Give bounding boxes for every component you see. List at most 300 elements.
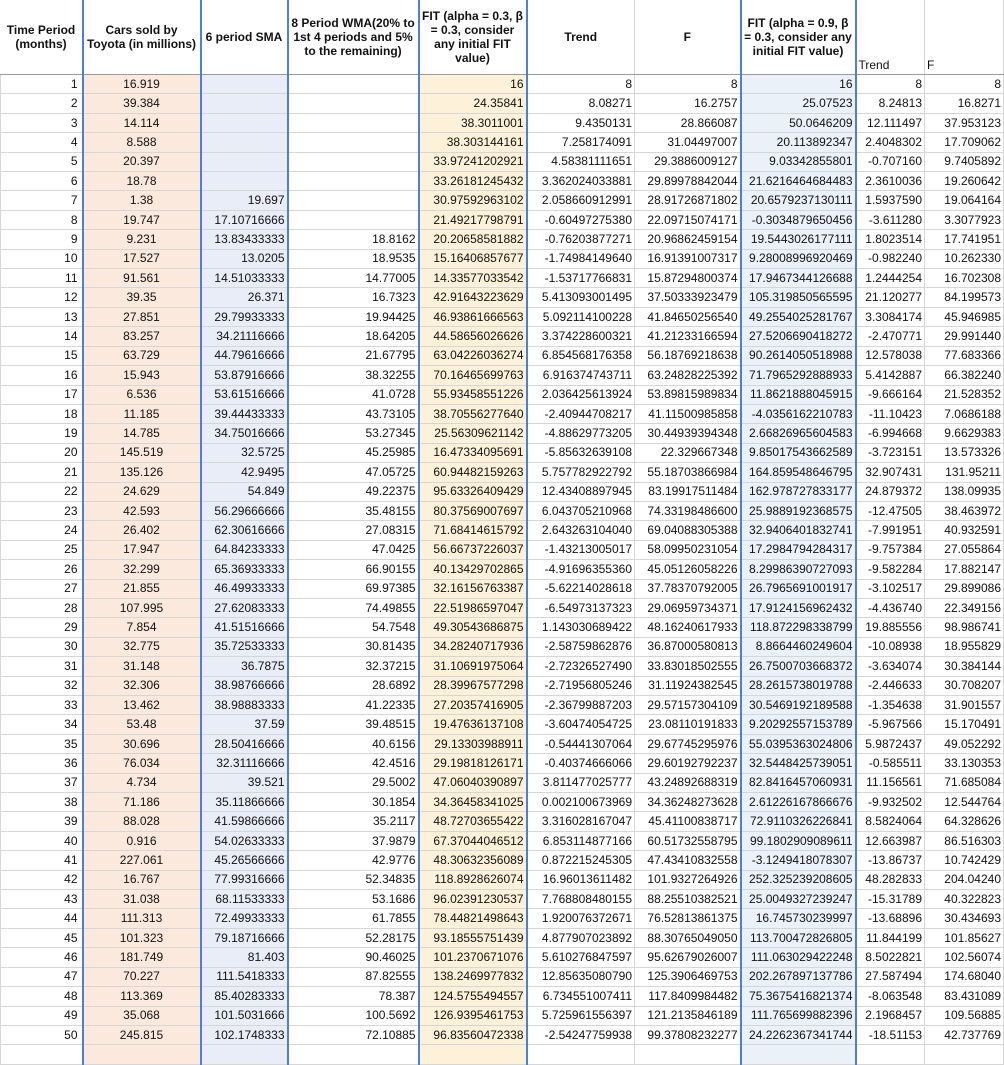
cell-cars-sold[interactable]: 113.369 xyxy=(83,987,201,1006)
cell-f2[interactable]: 16.8271 xyxy=(925,94,1004,113)
cell-f2[interactable]: 33.130353 xyxy=(925,754,1004,773)
cell-trend1[interactable]: -4.91696355360 xyxy=(527,560,635,579)
cell-trend1[interactable]: -2.58759862876 xyxy=(527,637,635,656)
cell-wma[interactable]: 47.05725 xyxy=(288,463,419,482)
cell-f2[interactable]: 86.516303 xyxy=(925,831,1004,850)
cell-fit2[interactable]: 24.2262367341744 xyxy=(741,1025,856,1044)
cell-sma[interactable]: 38.98766666 xyxy=(201,676,288,695)
cell-trend2[interactable]: -8.063548 xyxy=(856,987,925,1006)
cell-cars-sold[interactable]: 71.186 xyxy=(83,793,201,812)
cell-fit1[interactable]: 27.20357416905 xyxy=(419,696,527,715)
cell-cars-sold[interactable]: 32.299 xyxy=(83,560,201,579)
cell-time-period[interactable]: 50 xyxy=(1,1025,83,1044)
cell-wma[interactable]: 40.6156 xyxy=(288,734,419,753)
cell-time-period[interactable]: 32 xyxy=(1,676,83,695)
cell-wma[interactable]: 43.73105 xyxy=(288,404,419,423)
cell-sma[interactable] xyxy=(201,113,288,132)
cell-time-period[interactable]: 10 xyxy=(1,249,83,268)
cell-sma[interactable]: 39.521 xyxy=(201,773,288,792)
cell-trend2[interactable]: 12.578038 xyxy=(856,346,925,365)
cell-wma[interactable]: 90.46025 xyxy=(288,948,419,967)
cell-cars-sold[interactable]: 30.696 xyxy=(83,734,201,753)
cell-cars-sold[interactable]: 13.462 xyxy=(83,696,201,715)
cell-trend1[interactable]: 6.853114877166 xyxy=(527,831,635,850)
cell-wma[interactable] xyxy=(288,191,419,210)
cell-wma[interactable]: 19.94425 xyxy=(288,307,419,326)
cell-f1[interactable]: 8 xyxy=(635,75,741,94)
cell-time-period[interactable]: 45 xyxy=(1,928,83,947)
cell-wma[interactable]: 53.1686 xyxy=(288,890,419,909)
cell-sma[interactable]: 64.84233333 xyxy=(201,540,288,559)
cell-trend1[interactable]: 4.877907023892 xyxy=(527,928,635,947)
cell-trend2[interactable]: -9.666164 xyxy=(856,385,925,404)
cell-cars-sold[interactable]: 4.734 xyxy=(83,773,201,792)
cell-sma[interactable]: 14.51033333 xyxy=(201,269,288,288)
cell-cars-sold[interactable]: 88.028 xyxy=(83,812,201,831)
cell-fit2[interactable]: 19.5443026177111 xyxy=(741,230,856,249)
cell-wma[interactable]: 14.77005 xyxy=(288,269,419,288)
cell-sma[interactable]: 35.11866666 xyxy=(201,793,288,812)
cell-trend2[interactable]: -10.08938 xyxy=(856,637,925,656)
cell-fit1[interactable]: 34.28240717936 xyxy=(419,637,527,656)
cell-f1[interactable]: 125.3906469753 xyxy=(635,967,741,986)
cell-sma[interactable]: 101.5031666 xyxy=(201,1006,288,1025)
cell-fit1[interactable]: 96.02391230537 xyxy=(419,890,527,909)
cell-fit1[interactable]: 48.72703655422 xyxy=(419,812,527,831)
cell-f1[interactable]: 58.09950231054 xyxy=(635,540,741,559)
cell-time-period[interactable]: 49 xyxy=(1,1006,83,1025)
cell-sma[interactable]: 27.62083333 xyxy=(201,598,288,617)
cell-f2[interactable]: 19.064164 xyxy=(925,191,1004,210)
cell-sma[interactable]: 39.44433333 xyxy=(201,404,288,423)
cell-fit1[interactable]: 40.13429702865 xyxy=(419,560,527,579)
cell-sma[interactable]: 72.49933333 xyxy=(201,909,288,928)
cell-fit1[interactable]: 67.37044046512 xyxy=(419,831,527,850)
cell-sma[interactable]: 35.72533333 xyxy=(201,637,288,656)
cell-cars-sold[interactable]: 76.034 xyxy=(83,754,201,773)
cell-sma[interactable]: 19.697 xyxy=(201,191,288,210)
cell-f2[interactable]: 45.946985 xyxy=(925,307,1004,326)
cell-cars-sold[interactable]: 111.313 xyxy=(83,909,201,928)
cell-cars-sold[interactable]: 32.775 xyxy=(83,637,201,656)
cell-trend2[interactable]: 1.5937590 xyxy=(856,191,925,210)
cell-fit2[interactable]: -3.1249418078307 xyxy=(741,851,856,870)
cell-fit1[interactable]: 22.51986597047 xyxy=(419,598,527,617)
cell-fit2[interactable]: 20.113892347 xyxy=(741,133,856,152)
cell-trend2[interactable]: -18.51153 xyxy=(856,1025,925,1044)
header-fit1[interactable]: FIT (alpha = 0.3, β = 0.3, consider any initial FIT value) xyxy=(419,0,527,75)
cell-fit2[interactable]: 11.8621888045915 xyxy=(741,385,856,404)
cell-time-period[interactable]: 36 xyxy=(1,754,83,773)
cell-trend1[interactable]: -2.71956805246 xyxy=(527,676,635,695)
cell-f2[interactable]: 83.431089 xyxy=(925,987,1004,1006)
cell-f1[interactable]: 48.16240617933 xyxy=(635,618,741,637)
cell-wma[interactable]: 41.22335 xyxy=(288,696,419,715)
cell-sma[interactable]: 81.403 xyxy=(201,948,288,967)
cell-f1[interactable]: 41.21233166594 xyxy=(635,327,741,346)
cell-fit1[interactable]: 33.97241202921 xyxy=(419,152,527,171)
cell-fit2[interactable]: 9.28008996920469 xyxy=(741,249,856,268)
header-sma[interactable]: 6 period SMA xyxy=(201,0,288,75)
cell-wma[interactable]: 39.48515 xyxy=(288,715,419,734)
cell-trend1[interactable]: -2.72326527490 xyxy=(527,657,635,676)
cell-time-period[interactable]: 47 xyxy=(1,967,83,986)
cell-cars-sold[interactable]: 8.588 xyxy=(83,133,201,152)
cell-trend2[interactable]: -15.31789 xyxy=(856,890,925,909)
cell-f1[interactable]: 29.06959734371 xyxy=(635,598,741,617)
cell-fit1[interactable]: 21.49217798791 xyxy=(419,210,527,229)
cell-trend2[interactable]: -0.585511 xyxy=(856,754,925,773)
cell-trend2[interactable]: 5.9872437 xyxy=(856,734,925,753)
cell-f2[interactable]: 17.882147 xyxy=(925,560,1004,579)
cell-trend2[interactable]: -11.10423 xyxy=(856,404,925,423)
cell-fit1[interactable]: 28.39967577298 xyxy=(419,676,527,695)
cell-f2[interactable]: 102.56074 xyxy=(925,948,1004,967)
cell-f1[interactable]: 74.33198486600 xyxy=(635,501,741,520)
cell-cars-sold[interactable]: 39.35 xyxy=(83,288,201,307)
cell-cars-sold[interactable]: 31.038 xyxy=(83,890,201,909)
cell-trend2[interactable]: -2.470771 xyxy=(856,327,925,346)
cell-trend1[interactable]: 3.374228600321 xyxy=(527,327,635,346)
cell-f2[interactable]: 30.384144 xyxy=(925,657,1004,676)
cell-time-period[interactable]: 20 xyxy=(1,443,83,462)
cell-trend2[interactable]: 48.282833 xyxy=(856,870,925,889)
cell-time-period[interactable]: 31 xyxy=(1,657,83,676)
cell-fit1[interactable]: 31.10691975064 xyxy=(419,657,527,676)
cell-wma[interactable]: 69.97385 xyxy=(288,579,419,598)
cell-wma[interactable] xyxy=(288,75,419,94)
cell-fit1[interactable]: 16.47334095691 xyxy=(419,443,527,462)
empty-cell[interactable] xyxy=(925,1045,1004,1064)
cell-fit2[interactable]: 8.8664460249604 xyxy=(741,637,856,656)
cell-fit1[interactable]: 47.06040390897 xyxy=(419,773,527,792)
cell-f1[interactable]: 60.51732558795 xyxy=(635,831,741,850)
cell-fit1[interactable]: 56.66737226037 xyxy=(419,540,527,559)
cell-trend1[interactable]: 8 xyxy=(527,75,635,94)
cell-cars-sold[interactable]: 27.851 xyxy=(83,307,201,326)
cell-f2[interactable]: 101.85627 xyxy=(925,928,1004,947)
cell-sma[interactable] xyxy=(201,172,288,191)
cell-trend2[interactable]: -9.582284 xyxy=(856,560,925,579)
cell-trend1[interactable]: 5.610276847597 xyxy=(527,948,635,967)
cell-trend2[interactable]: 11.844199 xyxy=(856,928,925,947)
cell-time-period[interactable]: 12 xyxy=(1,288,83,307)
cell-trend1[interactable]: 12.43408897945 xyxy=(527,482,635,501)
cell-f2[interactable]: 31.901557 xyxy=(925,696,1004,715)
empty-cell[interactable] xyxy=(741,1045,856,1064)
cell-wma[interactable]: 28.6892 xyxy=(288,676,419,695)
cell-fit1[interactable]: 30.97592963102 xyxy=(419,191,527,210)
cell-f1[interactable]: 29.57157304109 xyxy=(635,696,741,715)
cell-trend1[interactable]: 6.916374743711 xyxy=(527,366,635,385)
cell-trend2[interactable]: 2.3610036 xyxy=(856,172,925,191)
cell-wma[interactable]: 35.2117 xyxy=(288,812,419,831)
cell-fit2[interactable]: 105.319850565595 xyxy=(741,288,856,307)
cell-trend1[interactable]: -3.60474054725 xyxy=(527,715,635,734)
cell-trend2[interactable]: 1.8023514 xyxy=(856,230,925,249)
cell-trend1[interactable]: 12.85635080790 xyxy=(527,967,635,986)
cell-cars-sold[interactable]: 11.185 xyxy=(83,404,201,423)
cell-time-period[interactable]: 44 xyxy=(1,909,83,928)
cell-f1[interactable]: 29.3886009127 xyxy=(635,152,741,171)
cell-time-period[interactable]: 8 xyxy=(1,210,83,229)
cell-f2[interactable]: 9.7405892 xyxy=(925,152,1004,171)
cell-f1[interactable]: 29.60192792237 xyxy=(635,754,741,773)
cell-trend2[interactable]: -1.354638 xyxy=(856,696,925,715)
cell-sma[interactable]: 13.0205 xyxy=(201,249,288,268)
cell-fit2[interactable]: 202.267897137786 xyxy=(741,967,856,986)
cell-fit1[interactable]: 25.56309621142 xyxy=(419,424,527,443)
cell-fit2[interactable]: 17.2984794284317 xyxy=(741,540,856,559)
cell-wma[interactable]: 35.48155 xyxy=(288,501,419,520)
cell-fit1[interactable]: 20.20658581882 xyxy=(419,230,527,249)
cell-sma[interactable] xyxy=(201,133,288,152)
cell-f1[interactable]: 76.52813861375 xyxy=(635,909,741,928)
cell-sma[interactable]: 102.1748333 xyxy=(201,1025,288,1044)
cell-f1[interactable]: 22.09715074171 xyxy=(635,210,741,229)
cell-sma[interactable]: 13.83433333 xyxy=(201,230,288,249)
cell-fit2[interactable]: 82.8416457060931 xyxy=(741,773,856,792)
cell-trend1[interactable]: 1.920076372671 xyxy=(527,909,635,928)
cell-fit1[interactable]: 38.303144161 xyxy=(419,133,527,152)
cell-sma[interactable]: 41.51516666 xyxy=(201,618,288,637)
cell-wma[interactable]: 42.4516 xyxy=(288,754,419,773)
empty-cell[interactable] xyxy=(83,1045,201,1064)
cell-f2[interactable]: 30.434693 xyxy=(925,909,1004,928)
cell-wma[interactable]: 53.27345 xyxy=(288,424,419,443)
cell-trend2[interactable]: -9.932502 xyxy=(856,793,925,812)
cell-fit2[interactable]: 118.872298338799 xyxy=(741,618,856,637)
cell-fit1[interactable]: 118.8928626074 xyxy=(419,870,527,889)
cell-fit1[interactable]: 60.94482159263 xyxy=(419,463,527,482)
cell-cars-sold[interactable]: 91.561 xyxy=(83,269,201,288)
cell-wma[interactable]: 27.08315 xyxy=(288,521,419,540)
cell-cars-sold[interactable]: 19.747 xyxy=(83,210,201,229)
cell-f2[interactable]: 30.708207 xyxy=(925,676,1004,695)
cell-cars-sold[interactable]: 15.943 xyxy=(83,366,201,385)
cell-wma[interactable] xyxy=(288,133,419,152)
cell-time-period[interactable]: 14 xyxy=(1,327,83,346)
cell-sma[interactable]: 53.61516666 xyxy=(201,385,288,404)
cell-trend1[interactable]: -1.74984149640 xyxy=(527,249,635,268)
cell-f1[interactable]: 20.96862459154 xyxy=(635,230,741,249)
cell-f2[interactable]: 15.170491 xyxy=(925,715,1004,734)
cell-trend2[interactable]: -0.982240 xyxy=(856,249,925,268)
cell-f2[interactable]: 12.544764 xyxy=(925,793,1004,812)
cell-time-period[interactable]: 41 xyxy=(1,851,83,870)
cell-trend1[interactable]: 5.413093001495 xyxy=(527,288,635,307)
cell-trend2[interactable]: -13.68896 xyxy=(856,909,925,928)
cell-f1[interactable]: 22.329667348 xyxy=(635,443,741,462)
cell-f1[interactable]: 33.83018502555 xyxy=(635,657,741,676)
cell-fit2[interactable]: 26.7500703668372 xyxy=(741,657,856,676)
cell-f2[interactable]: 40.322823 xyxy=(925,890,1004,909)
cell-sma[interactable]: 68.11533333 xyxy=(201,890,288,909)
cell-f1[interactable]: 45.41100838717 xyxy=(635,812,741,831)
cell-trend1[interactable]: -2.36799887203 xyxy=(527,696,635,715)
cell-f1[interactable]: 69.04088305388 xyxy=(635,521,741,540)
cell-fit1[interactable]: 101.2370671076 xyxy=(419,948,527,967)
cell-time-period[interactable]: 43 xyxy=(1,890,83,909)
cell-trend2[interactable]: 12.111497 xyxy=(856,113,925,132)
cell-f2[interactable]: 109.56885 xyxy=(925,1006,1004,1025)
cell-time-period[interactable]: 25 xyxy=(1,540,83,559)
cell-fit2[interactable]: 9.85017543662589 xyxy=(741,443,856,462)
cell-cars-sold[interactable]: 181.749 xyxy=(83,948,201,967)
cell-cars-sold[interactable]: 18.78 xyxy=(83,172,201,191)
cell-f2[interactable]: 49.052292 xyxy=(925,734,1004,753)
cell-wma[interactable]: 66.90155 xyxy=(288,560,419,579)
cell-fit1[interactable]: 63.04226036274 xyxy=(419,346,527,365)
cell-trend2[interactable]: -12.47505 xyxy=(856,501,925,520)
cell-fit1[interactable]: 42.91643223629 xyxy=(419,288,527,307)
cell-f1[interactable]: 101.9327264926 xyxy=(635,870,741,889)
cell-cars-sold[interactable]: 32.306 xyxy=(83,676,201,695)
cell-trend1[interactable]: 6.734551007411 xyxy=(527,987,635,1006)
cell-wma[interactable] xyxy=(288,210,419,229)
cell-trend2[interactable]: -3.634074 xyxy=(856,657,925,676)
cell-f1[interactable]: 16.91391007317 xyxy=(635,249,741,268)
cell-cars-sold[interactable]: 145.519 xyxy=(83,443,201,462)
cell-fit2[interactable]: 32.5448425739051 xyxy=(741,754,856,773)
cell-time-period[interactable]: 6 xyxy=(1,172,83,191)
cell-sma[interactable]: 85.40283333 xyxy=(201,987,288,1006)
empty-cell[interactable] xyxy=(419,1045,527,1064)
cell-trend1[interactable]: -0.60497275380 xyxy=(527,210,635,229)
cell-trend1[interactable]: -0.54441307064 xyxy=(527,734,635,753)
cell-trend1[interactable]: -5.85632639108 xyxy=(527,443,635,462)
cell-trend1[interactable]: 5.092114100228 xyxy=(527,307,635,326)
cell-time-period[interactable]: 22 xyxy=(1,482,83,501)
cell-cars-sold[interactable]: 245.815 xyxy=(83,1025,201,1044)
cell-trend2[interactable]: -3.102517 xyxy=(856,579,925,598)
cell-trend1[interactable]: 6.043705210968 xyxy=(527,501,635,520)
cell-time-period[interactable]: 39 xyxy=(1,812,83,831)
cell-f2[interactable]: 13.573326 xyxy=(925,443,1004,462)
cell-trend2[interactable]: -9.757384 xyxy=(856,540,925,559)
cell-trend1[interactable]: 3.316028167047 xyxy=(527,812,635,831)
cell-wma[interactable] xyxy=(288,113,419,132)
cell-sma[interactable]: 56.29666666 xyxy=(201,501,288,520)
cell-fit1[interactable]: 93.18555751439 xyxy=(419,928,527,947)
cell-time-period[interactable]: 40 xyxy=(1,831,83,850)
cell-f2[interactable]: 19.260642 xyxy=(925,172,1004,191)
cell-fit1[interactable]: 46.93861666563 xyxy=(419,307,527,326)
cell-sma[interactable]: 34.75016666 xyxy=(201,424,288,443)
cell-trend2[interactable]: 19.885556 xyxy=(856,618,925,637)
cell-cars-sold[interactable]: 63.729 xyxy=(83,346,201,365)
cell-trend1[interactable]: 16.96013611482 xyxy=(527,870,635,889)
cell-trend2[interactable]: -3.723151 xyxy=(856,443,925,462)
cell-sma[interactable]: 53.87916666 xyxy=(201,366,288,385)
cell-f1[interactable]: 37.50333923479 xyxy=(635,288,741,307)
cell-trend1[interactable]: 5.757782922792 xyxy=(527,463,635,482)
cell-trend2[interactable]: 24.879372 xyxy=(856,482,925,501)
cell-fit1[interactable]: 38.3011001 xyxy=(419,113,527,132)
cell-f1[interactable]: 41.11500985858 xyxy=(635,404,741,423)
cell-sma[interactable]: 32.5725 xyxy=(201,443,288,462)
cell-trend2[interactable]: 3.3084174 xyxy=(856,307,925,326)
cell-trend1[interactable]: -6.54973137323 xyxy=(527,598,635,617)
cell-f1[interactable]: 45.05126058226 xyxy=(635,560,741,579)
cell-fit1[interactable]: 29.13303988911 xyxy=(419,734,527,753)
cell-wma[interactable]: 37.9879 xyxy=(288,831,419,850)
cell-wma[interactable]: 47.0425 xyxy=(288,540,419,559)
cell-cars-sold[interactable]: 6.536 xyxy=(83,385,201,404)
cell-wma[interactable] xyxy=(288,94,419,113)
cell-time-period[interactable]: 9 xyxy=(1,230,83,249)
cell-cars-sold[interactable]: 39.384 xyxy=(83,94,201,113)
header-f1[interactable]: F xyxy=(635,0,741,75)
cell-time-period[interactable]: 35 xyxy=(1,734,83,753)
cell-fit2[interactable]: 72.9110326226841 xyxy=(741,812,856,831)
cell-f2[interactable]: 18.955829 xyxy=(925,637,1004,656)
cell-fit1[interactable]: 96.83560472338 xyxy=(419,1025,527,1044)
cell-f2[interactable]: 22.349156 xyxy=(925,598,1004,617)
cell-sma[interactable]: 54.02633333 xyxy=(201,831,288,850)
cell-sma[interactable]: 54.849 xyxy=(201,482,288,501)
header-cars[interactable]: Cars sold by Toyota (in millions) xyxy=(83,0,201,75)
cell-sma[interactable]: 62.30616666 xyxy=(201,521,288,540)
cell-cars-sold[interactable]: 107.995 xyxy=(83,598,201,617)
cell-sma[interactable]: 46.49933333 xyxy=(201,579,288,598)
cell-f1[interactable]: 95.62679026007 xyxy=(635,948,741,967)
cell-trend2[interactable]: 8 xyxy=(856,75,925,94)
cell-fit1[interactable]: 70.16465699763 xyxy=(419,366,527,385)
cell-f2[interactable]: 174.68040 xyxy=(925,967,1004,986)
cell-fit1[interactable]: 24.35841 xyxy=(419,94,527,113)
cell-f1[interactable]: 88.30765049050 xyxy=(635,928,741,947)
cell-fit2[interactable]: 111.063029422248 xyxy=(741,948,856,967)
cell-fit1[interactable]: 32.16156763387 xyxy=(419,579,527,598)
cell-sma[interactable] xyxy=(201,152,288,171)
cell-trend2[interactable]: -3.611280 xyxy=(856,210,925,229)
cell-trend1[interactable]: 1.143030689422 xyxy=(527,618,635,637)
cell-fit2[interactable]: 90.2614050518988 xyxy=(741,346,856,365)
cell-trend2[interactable]: 8.5022821 xyxy=(856,948,925,967)
cell-fit1[interactable]: 138.2469977832 xyxy=(419,967,527,986)
cell-trend1[interactable]: -0.40374666066 xyxy=(527,754,635,773)
cell-f1[interactable]: 117.8409984482 xyxy=(635,987,741,1006)
cell-f2[interactable]: 77.683366 xyxy=(925,346,1004,365)
cell-f1[interactable]: 29.67745295976 xyxy=(635,734,741,753)
cell-wma[interactable]: 52.28175 xyxy=(288,928,419,947)
cell-fit1[interactable]: 15.16406857677 xyxy=(419,249,527,268)
header-f2[interactable]: F xyxy=(925,0,1004,75)
header-fit2[interactable]: FIT (alpha = 0.9, β = 0.3, consider any initial FIT value) xyxy=(741,0,856,75)
cell-fit2[interactable]: 252.325239208605 xyxy=(741,870,856,889)
cell-wma[interactable]: 18.9535 xyxy=(288,249,419,268)
cell-fit2[interactable]: 25.0049327239247 xyxy=(741,890,856,909)
cell-wma[interactable] xyxy=(288,172,419,191)
cell-fit1[interactable]: 38.70556277640 xyxy=(419,404,527,423)
cell-trend2[interactable]: 11.156561 xyxy=(856,773,925,792)
cell-f1[interactable]: 30.44939394348 xyxy=(635,424,741,443)
cell-time-period[interactable]: 27 xyxy=(1,579,83,598)
cell-fit1[interactable]: 33.26181245432 xyxy=(419,172,527,191)
cell-cars-sold[interactable]: 26.402 xyxy=(83,521,201,540)
cell-cars-sold[interactable]: 9.231 xyxy=(83,230,201,249)
cell-fit2[interactable]: 16 xyxy=(741,75,856,94)
empty-cell[interactable] xyxy=(635,1045,741,1064)
cell-trend1[interactable]: 0.002100673969 xyxy=(527,793,635,812)
cell-f2[interactable]: 38.463972 xyxy=(925,501,1004,520)
cell-trend1[interactable]: 2.643263104040 xyxy=(527,521,635,540)
cell-time-period[interactable]: 15 xyxy=(1,346,83,365)
cell-sma[interactable]: 44.79616666 xyxy=(201,346,288,365)
cell-wma[interactable]: 41.0728 xyxy=(288,385,419,404)
cell-f1[interactable]: 28.866087 xyxy=(635,113,741,132)
